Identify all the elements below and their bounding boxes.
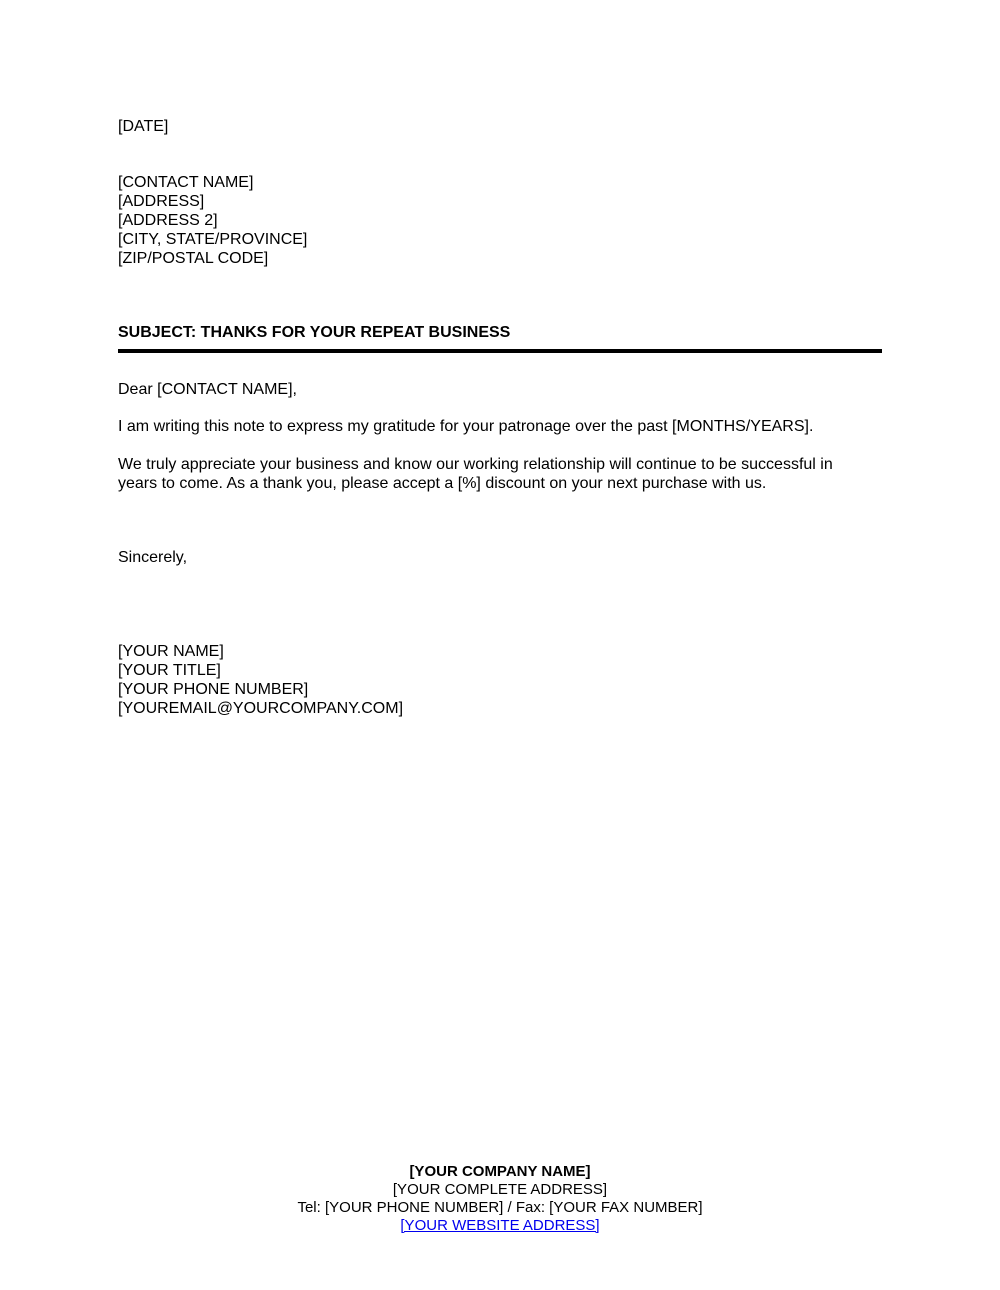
company-footer (0, 1163, 1000, 1235)
recipient-address-2: [ADDRESS 2] (118, 212, 218, 229)
footer-address: [YOUR COMPLETE ADDRESS] (392, 1181, 608, 1198)
subject-text: SUBJECT: THANKS FOR YOUR REPEAT BUSINESS (118, 324, 511, 341)
paragraph-1-text: I am writing this note to express my gratitude for your patronage over the past [MONTHS/YEARS]. (118, 418, 814, 435)
subject-divider (118, 349, 882, 353)
salutation-text: Dear [CONTACT NAME], (118, 381, 297, 398)
closing-text: Sincerely, (118, 549, 188, 566)
footer-contact: Tel: [YOUR PHONE NUMBER] / Fax: [YOUR FAX NUMBER] (297, 1199, 703, 1216)
salutation (118, 380, 297, 399)
letter-date: [DATE] (118, 118, 169, 135)
signature-name: [YOUR NAME] (118, 643, 224, 660)
recipient-city-state: [CITY, STATE/PROVINCE] (118, 231, 308, 248)
recipient-name: [CONTACT NAME] (118, 174, 254, 191)
closing (118, 548, 187, 567)
paragraph-2-line-2: years to come. As a thank you, please accept a [%] discount on your next purchase with us. (118, 475, 767, 492)
signature-phone: [YOUR PHONE NUMBER] (118, 681, 309, 698)
recipient-address-block (118, 173, 307, 268)
paragraph-2-line-1: We truly appreciate your business and know our working relationship will continue to be successful in (118, 456, 833, 473)
subject-line (118, 323, 510, 342)
footer-website-link[interactable]: [YOUR WEBSITE ADDRESS] (400, 1217, 600, 1234)
recipient-address: [ADDRESS] (118, 193, 205, 210)
signature-title: [YOUR TITLE] (118, 662, 221, 679)
footer-company-name: [YOUR COMPANY NAME] (409, 1163, 591, 1180)
body-paragraph-1 (118, 417, 813, 436)
recipient-zip: [ZIP/POSTAL CODE] (118, 250, 269, 267)
signature-block (118, 642, 403, 718)
body-paragraph-2 (118, 455, 833, 493)
signature-email: [YOUREMAIL@YOURCOMPANY.COM] (118, 700, 404, 717)
date-block (118, 117, 168, 136)
